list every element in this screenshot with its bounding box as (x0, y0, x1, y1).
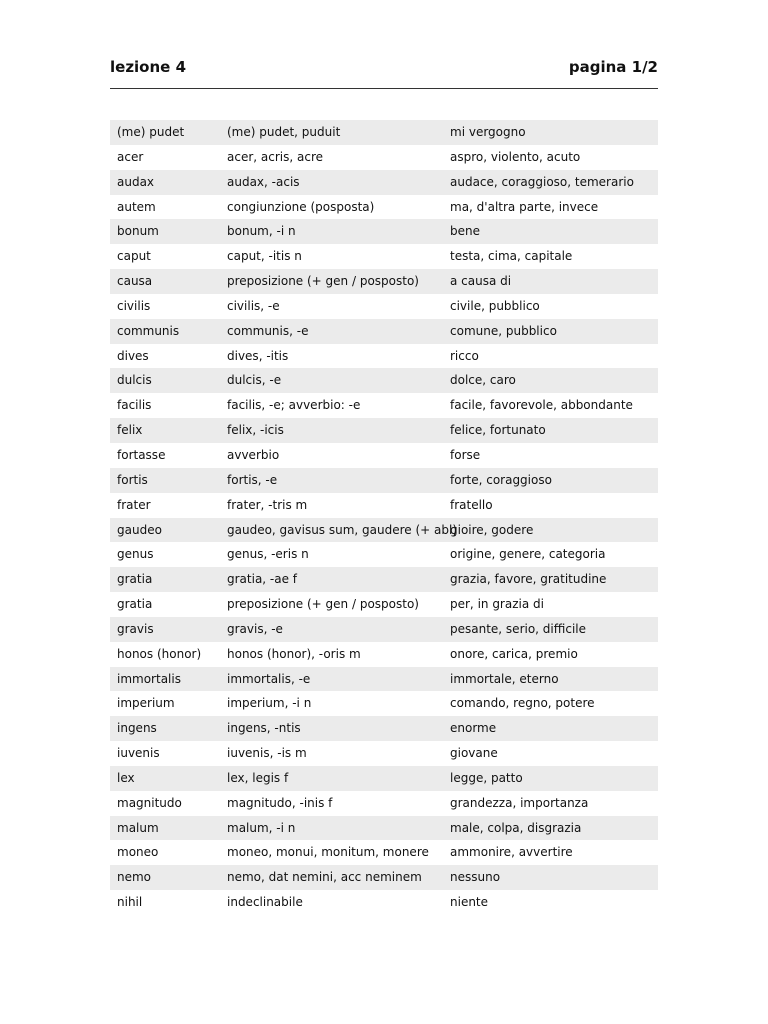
form-cell: iuvenis, -is m (227, 746, 307, 761)
meaning-cell: onore, carica, premio (450, 646, 578, 661)
form-cell: imperium, -i n (227, 696, 312, 711)
meaning-cell: immortale, eterno (450, 671, 559, 686)
form-cell: caput, -itis n (227, 249, 302, 264)
meaning-cell: dolce, caro (450, 373, 516, 388)
form-cell: fortis, -e (227, 472, 278, 487)
lemma-cell: fortis (117, 472, 148, 487)
meaning-cell: niente (450, 895, 489, 910)
lemma-cell: gratia (117, 597, 153, 612)
form-cell: frater, -tris m (227, 497, 308, 512)
meaning-cell: forte, coraggioso (450, 472, 552, 487)
meaning-cell: felice, fortunato (450, 423, 546, 438)
meaning-cell: forse (450, 447, 481, 462)
form-cell: honos (honor), -oris m (227, 646, 361, 661)
vocab-row (110, 592, 658, 617)
lemma-cell: autem (117, 199, 156, 214)
vocab-row (110, 493, 658, 518)
form-cell: facilis, -e; avverbio: -e (227, 398, 361, 413)
vocab-row (110, 120, 658, 145)
lemma-cell: nihil (117, 895, 143, 910)
meaning-cell: nessuno (450, 870, 501, 885)
lemma-cell: acer (117, 149, 144, 164)
meaning-cell: fratello (450, 497, 493, 512)
meaning-cell: mi vergogno (450, 125, 526, 139)
vocab-row (110, 840, 658, 865)
vocab-row (110, 642, 658, 667)
lemma-cell: bonum (117, 224, 159, 239)
page-header (110, 56, 658, 89)
meaning-cell: civile, pubblico (450, 298, 540, 313)
vocab-row (110, 816, 658, 841)
vocab-row (110, 791, 658, 816)
lesson-title: lezione 4 (110, 58, 187, 76)
form-cell: gravis, -e (227, 621, 283, 636)
lemma-cell: fortasse (117, 447, 166, 462)
lemma-cell: dives (117, 348, 149, 363)
meaning-cell: gioire, godere (450, 522, 534, 537)
meaning-cell: facile, favorevole, abbondante (450, 398, 633, 413)
vocab-row (110, 468, 658, 493)
meaning-cell: legge, patto (450, 770, 523, 785)
meaning-cell: comune, pubblico (450, 323, 557, 338)
lemma-cell: felix (117, 423, 143, 438)
vocab-row (110, 244, 658, 269)
vocab-row (110, 567, 658, 592)
meaning-cell: ammonire, avvertire (450, 845, 573, 860)
form-cell: ingens, -ntis (227, 721, 301, 736)
lemma-cell: ingens (117, 721, 157, 736)
lemma-cell: malum (117, 820, 159, 835)
vocab-row (110, 518, 658, 543)
vocabulary-table (110, 120, 658, 915)
vocab-row (110, 219, 658, 244)
lemma-cell: gravis (117, 621, 154, 636)
form-cell: gaudeo, gavisus sum, gaudere (+ abl) (227, 522, 458, 537)
vocab-row (110, 443, 658, 468)
vocab-row (110, 865, 658, 890)
lemma-cell: facilis (117, 398, 152, 413)
lemma-cell: frater (117, 497, 151, 512)
meaning-cell: bene (450, 224, 480, 239)
vocab-row (110, 716, 658, 741)
lemma-cell: iuvenis (117, 746, 160, 761)
lemma-cell: dulcis (117, 373, 152, 388)
meaning-cell: giovane (450, 746, 498, 761)
meaning-cell: comando, regno, potere (450, 696, 595, 711)
form-cell: immortalis, -e (227, 671, 311, 686)
lemma-cell: magnitudo (117, 795, 182, 810)
lemma-cell: civilis (117, 298, 151, 313)
lemma-cell: gratia (117, 572, 153, 587)
meaning-cell: audace, coraggioso, temerario (450, 174, 634, 189)
form-cell: civilis, -e (227, 298, 280, 313)
form-cell: felix, -icis (227, 423, 284, 438)
meaning-cell: grazia, favore, gratitudine (450, 572, 607, 587)
form-cell: congiunzione (posposta) (227, 199, 375, 214)
meaning-cell: a causa di (450, 274, 512, 289)
vocab-row (110, 344, 658, 369)
lemma-cell: immortalis (117, 671, 181, 686)
vocab-row (110, 393, 658, 418)
vocab-row (110, 667, 658, 692)
page-number: pagina 1/2 (568, 58, 658, 76)
form-cell: dives, -itis (227, 348, 289, 363)
meaning-cell: per, in grazia di (450, 597, 544, 612)
lemma-cell: gaudeo (117, 522, 162, 537)
meaning-cell: ricco (450, 348, 479, 363)
form-cell: (me) pudet, puduit (227, 125, 341, 139)
meaning-cell: testa, cima, capitale (450, 249, 573, 264)
lemma-cell: genus (117, 547, 154, 562)
vocab-row (110, 691, 658, 716)
vocab-row (110, 145, 658, 170)
vocab-row (110, 890, 658, 915)
lemma-cell: nemo (117, 870, 152, 885)
form-cell: lex, legis f (227, 770, 289, 785)
form-cell: audax, -acis (227, 174, 300, 189)
form-cell: preposizione (+ gen / posposto) (227, 274, 419, 289)
form-cell: moneo, monui, monitum, monere (227, 845, 429, 860)
vocab-row (110, 617, 658, 642)
form-cell: nemo, dat nemini, acc neminem (227, 870, 422, 885)
lemma-cell: lex (117, 770, 135, 785)
form-cell: malum, -i n (227, 820, 296, 835)
vocab-row (110, 741, 658, 766)
form-cell: gratia, -ae f (227, 572, 298, 587)
meaning-cell: ma, d'altra parte, invece (450, 199, 599, 214)
form-cell: magnitudo, -inis f (227, 795, 333, 810)
vocab-row (110, 195, 658, 220)
form-cell: communis, -e (227, 323, 309, 338)
lemma-cell: caput (117, 249, 151, 264)
vocab-row (110, 269, 658, 294)
vocab-row (110, 294, 658, 319)
form-cell: preposizione (+ gen / posposto) (227, 597, 419, 612)
meaning-cell: enorme (450, 721, 497, 736)
form-cell: acer, acris, acre (227, 149, 323, 164)
lemma-cell: causa (117, 274, 153, 289)
form-cell: genus, -eris n (227, 547, 309, 562)
vocab-row (110, 542, 658, 567)
lemma-cell: (me) pudet (117, 125, 185, 139)
meaning-cell: male, colpa, disgrazia (450, 820, 582, 835)
meaning-cell: grandezza, importanza (450, 795, 589, 810)
form-cell: avverbio (227, 447, 280, 462)
meaning-cell: origine, genere, categoria (450, 547, 606, 562)
lemma-cell: honos (honor) (117, 646, 202, 661)
vocab-row (110, 766, 658, 791)
form-cell: bonum, -i n (227, 224, 296, 239)
lemma-cell: imperium (117, 696, 175, 711)
form-cell: indeclinabile (227, 895, 303, 910)
lemma-cell: communis (117, 323, 180, 338)
meaning-cell: aspro, violento, acuto (450, 149, 581, 164)
lemma-cell: audax (117, 174, 155, 189)
vocab-row (110, 418, 658, 443)
form-cell: dulcis, -e (227, 373, 282, 388)
vocab-row (110, 368, 658, 393)
vocab-row (110, 170, 658, 195)
meaning-cell: pesante, serio, difficile (450, 621, 587, 636)
lemma-cell: moneo (117, 845, 159, 860)
vocab-row (110, 319, 658, 344)
